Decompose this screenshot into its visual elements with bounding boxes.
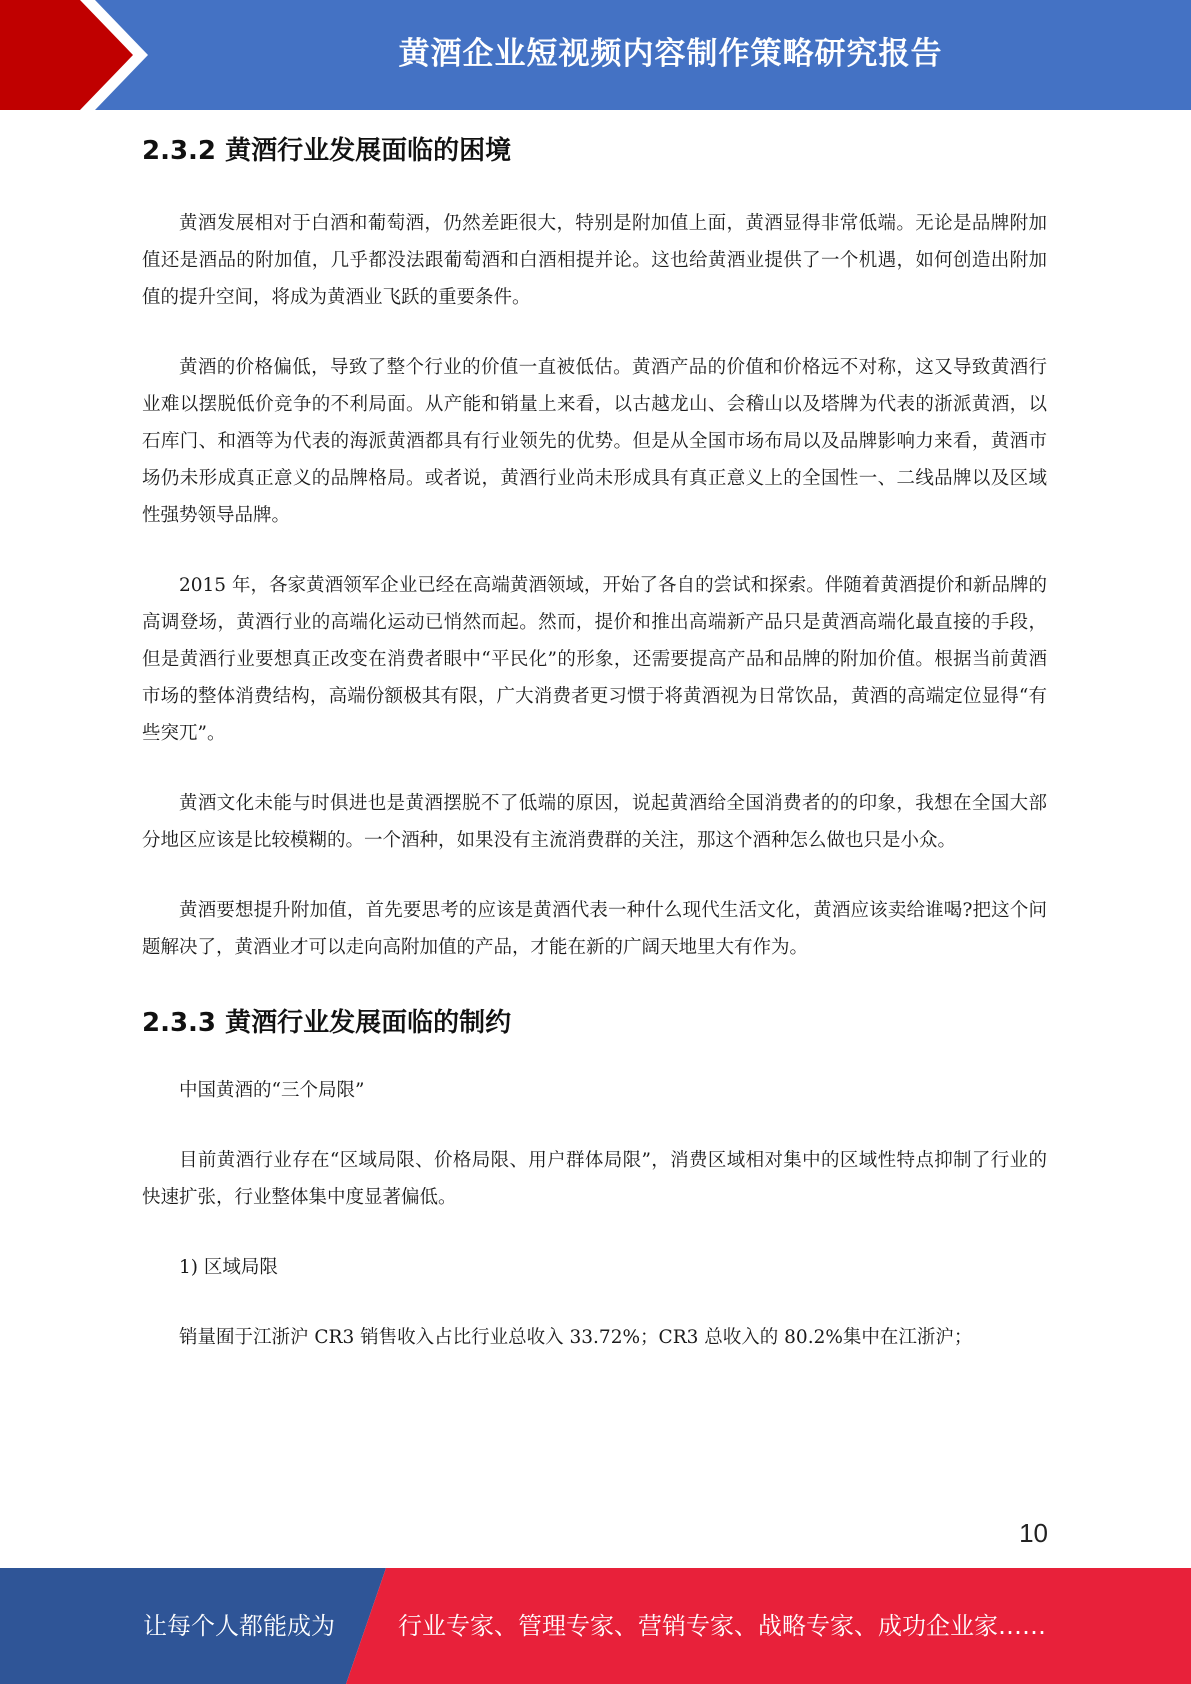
- list-item-label: 1) 区域局限: [179, 1257, 278, 1278]
- paragraph: 2015 年，各家黄酒领军企业已经在高端黄酒领域，开始了各自的尝试和探索。伴随着黄酒提价和新品牌的高调登场，黄酒行业的高端化运动已悄然而起。然而，提价和推出高端新产品只是黄酒高端化最直接的手段，但是黄酒行业要想真正改变在消费者眼中“平民化”的形象，还需要提高产品和品牌的附加价值。根据当前黄酒市场的整体消费结构，高端份额极其有限，广大消费者更习惯于将黄酒视为日常饮品，黄酒的高端定位显得“有些突兀”。: [142, 575, 1047, 744]
- section-heading-2-3-3: 2.3.3 黄酒行业发展面临的制约: [142, 1008, 512, 1038]
- report-title: 黄酒企业短视频内容制作策略研究报告: [398, 35, 943, 72]
- page-number: 10: [1019, 1518, 1048, 1548]
- paragraph: 黄酒要想提升附加值，首先要思考的应该是黄酒代表一种什么现代生活文化，黄酒应该卖给谁喝?把这个问题解决了，黄酒业才可以走向高附加值的产品，才能在新的广阔天地里大有作为。: [142, 900, 1047, 958]
- paragraph: 黄酒的价格偏低，导致了整个行业的价值一直被低估。黄酒产品的价值和价格远不对称，这又导致黄酒行业难以摆脱低价竞争的不利局面。从产能和销量上来看，以古越龙山、会稽山以及塔牌为代表的浙派黄酒，以石库门、和酒等为代表的海派黄酒都具有行业领先的优势。但是从全国市场布局以及品牌影响力来看，黄酒市场仍未形成真正意义的品牌格局。或者说，黄酒行业尚未形成具有真正意义上的全国性一、二线品牌以及区域性强势领导品牌。: [142, 357, 1047, 526]
- footer-slogan-left: 让每个人都能成为: [143, 1612, 335, 1640]
- header-arrow-decoration: [0, 0, 160, 110]
- paragraph: 销量囿于江浙沪 CR3 销售收入占比行业总收入 33.72%；CR3 总收入的 80.2%集中在江浙沪；: [179, 1327, 973, 1348]
- page-footer: [0, 1568, 1191, 1684]
- paragraph: 黄酒发展相对于白酒和葡萄酒，仍然差距很大，特别是附加值上面，黄酒显得非常低端。无论是品牌附加值还是酒品的附加值，几乎都没法跟葡萄酒和白酒相提并论。这也给黄酒业提供了一个机遇，如何创造出附加值的提升空间，将成为黄酒业飞跃的重要条件。: [142, 213, 1047, 308]
- paragraph: 中国黄酒的“三个局限”: [179, 1080, 365, 1101]
- section-heading-2-3-2: 2.3.2 黄酒行业发展面临的困境: [142, 136, 512, 166]
- main-content: [142, 130, 1047, 1356]
- footer-slogan-right: 行业专家、管理专家、营销专家、战略专家、成功企业家……: [398, 1612, 1046, 1640]
- paragraph: 目前黄酒行业存在“区域局限、价格局限、用户群体局限”，消费区域相对集中的区域性特点抑制了行业的快速扩张，行业整体集中度显著偏低。: [142, 1150, 1047, 1208]
- paragraph: 黄酒文化未能与时俱进也是黄酒摆脱不了低端的原因，说起黄酒给全国消费者的的印象，我想在全国大部分地区应该是比较模糊的。一个酒种，如果没有主流消费群的关注，那这个酒种怎么做也只是小众。: [142, 793, 1047, 851]
- page-header: [0, 0, 1191, 110]
